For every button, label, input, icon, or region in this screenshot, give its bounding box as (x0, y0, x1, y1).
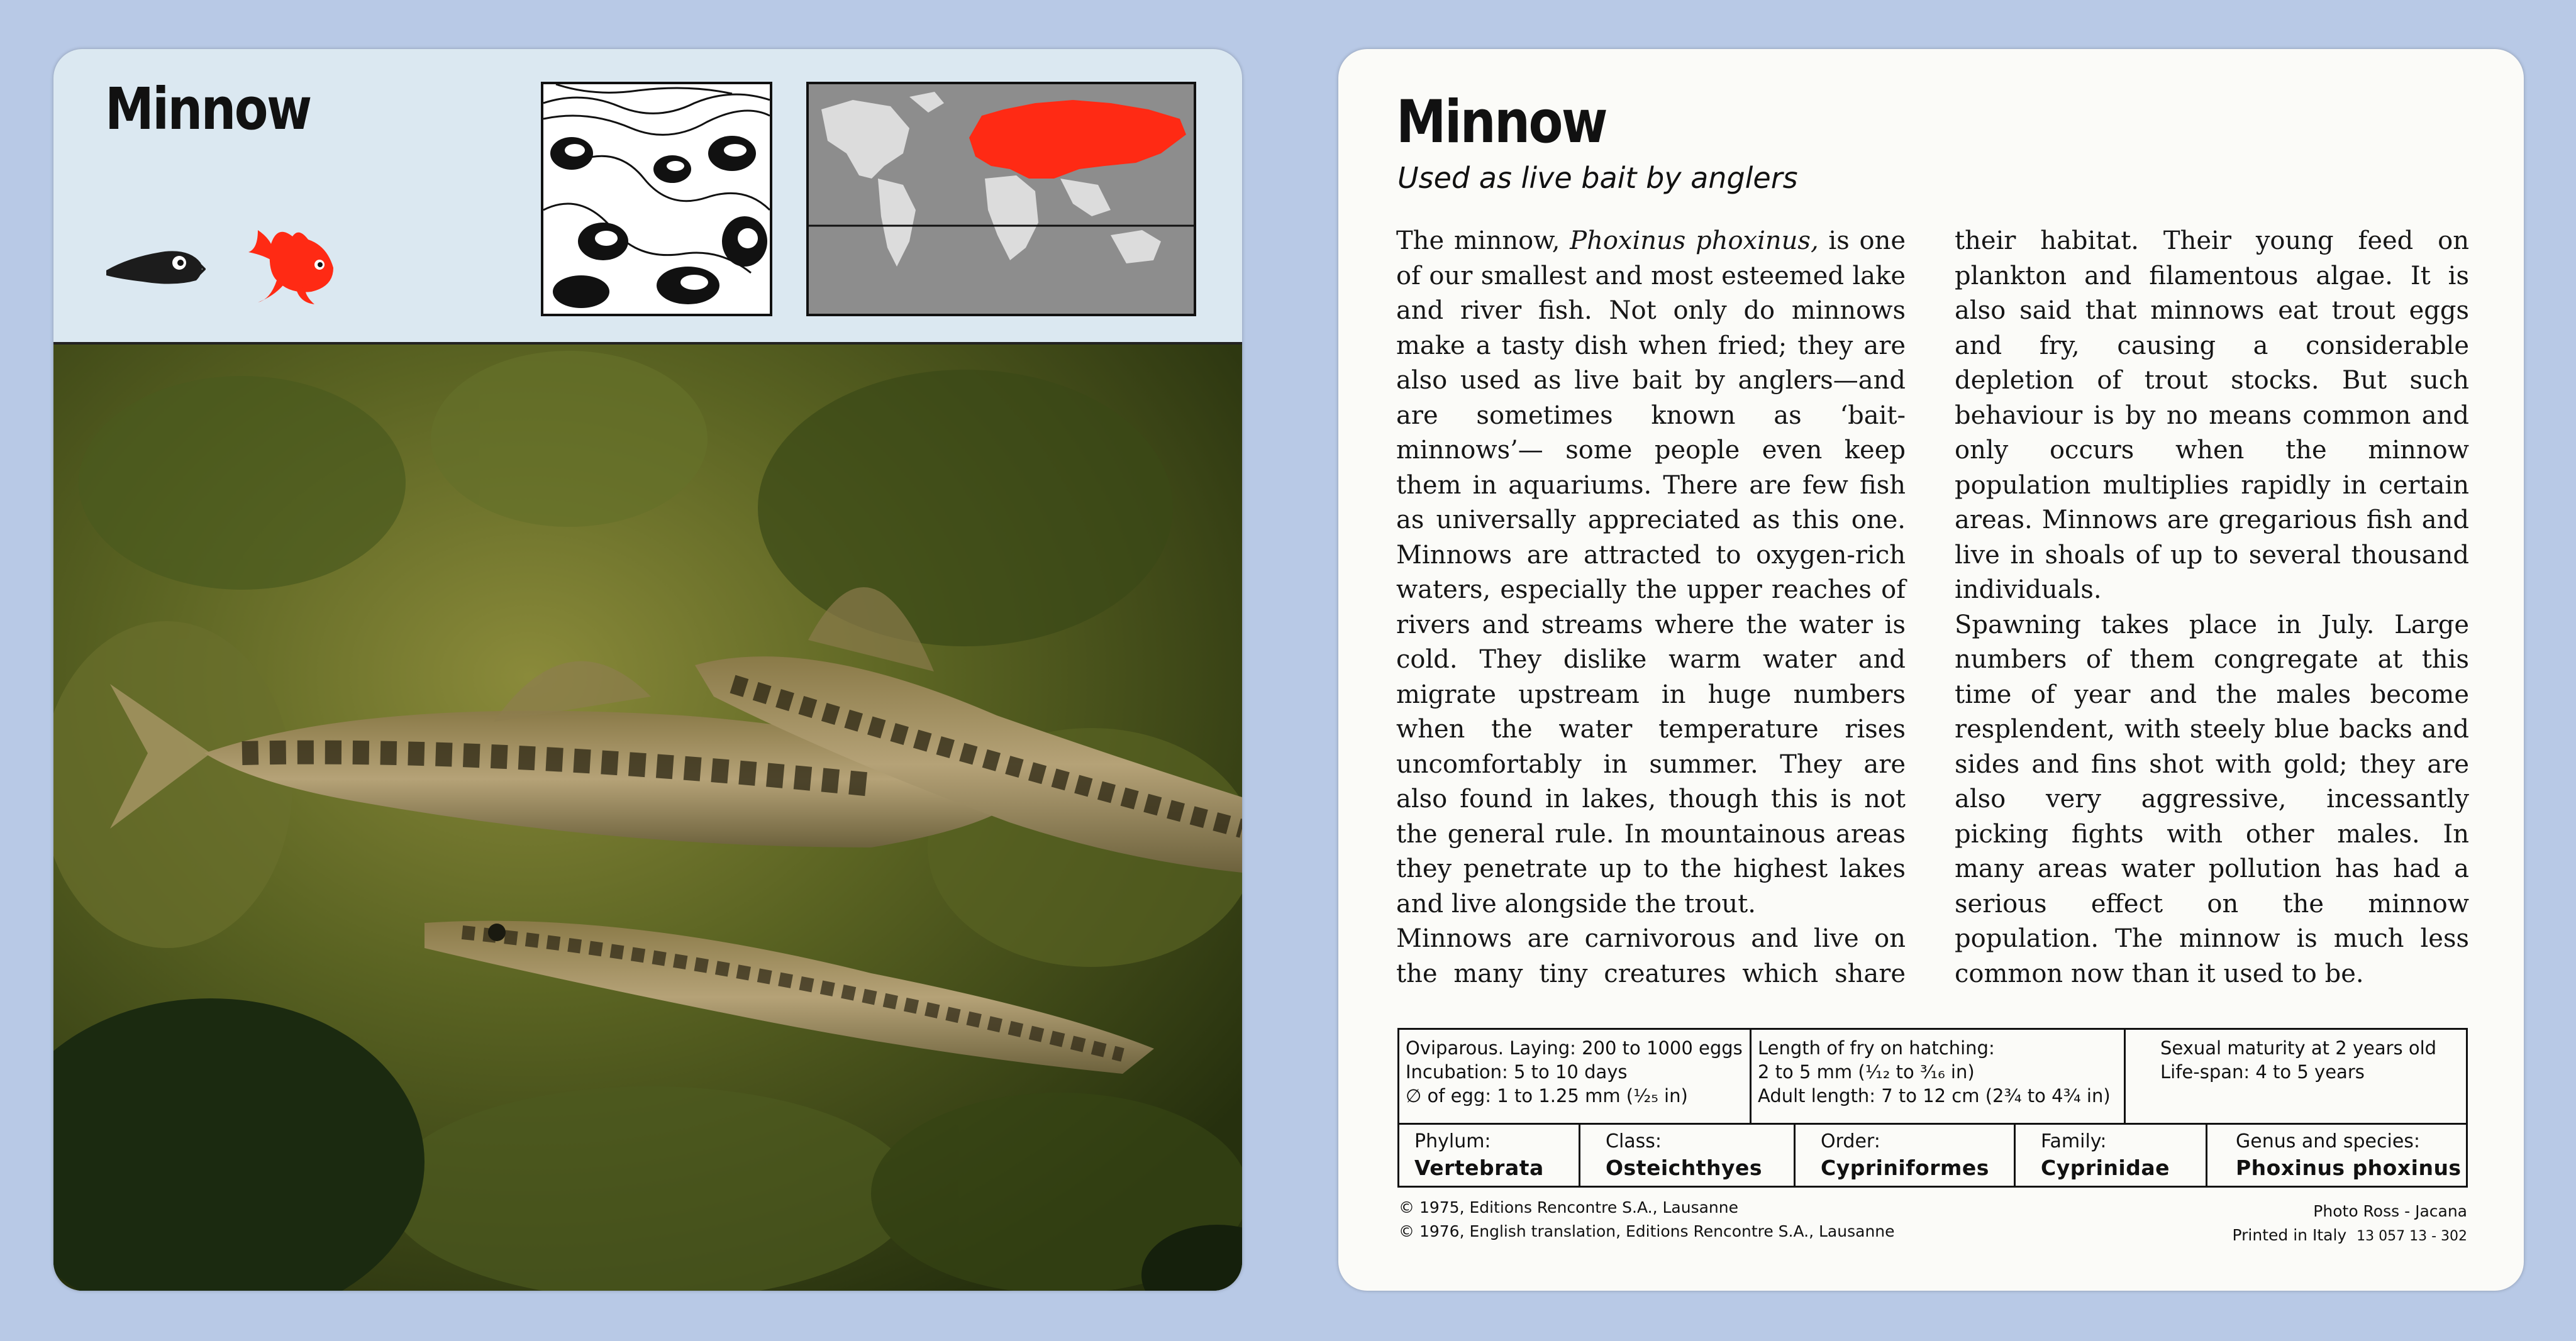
photo-credit: Photo Ross - Jacana (2313, 1202, 2467, 1220)
description-column-right (1955, 224, 2469, 991)
paragraph: Minnows are carnivorous and live on the many tiny creatures which share (1396, 924, 1906, 988)
maturity-cell: Sexual maturity at 2 years old Life-span: 4 to 5 years (2160, 1037, 2437, 1083)
taxonomy-phylum: Phylum: Vertebrata (1399, 1123, 1580, 1188)
card-front (53, 49, 1242, 1291)
scientific-name: Phoxinus phoxinus, (1570, 226, 1819, 255)
copyright-translation: © 1976, English translation, Editions Rencontre S.A., Lausanne (1399, 1222, 1895, 1240)
facts-row-biology (1399, 1030, 2466, 1125)
copyright-original: © 1975, Editions Rencontre S.A., Lausanne (1399, 1198, 1738, 1217)
goldfish-icon (239, 218, 340, 306)
distribution-map (806, 82, 1196, 316)
card-title: Minnow (105, 75, 311, 143)
fry-length-cell: Length of fry on hatching: 2 to 5 mm (¹⁄₁₂ to ³⁄₁₆ in) Adult length: 7 to 12 cm (2¾ to 4¾ in) (1752, 1030, 2126, 1123)
taxonomy-species: Genus and species: Phoxinus phoxinus (2236, 1130, 2462, 1180)
reproduction-cell: Oviparous. Laying: 200 to 1000 eggs Incubation: 5 to 10 days ∅ of egg: 1 to 1.25 mm (¹⁄₂₅ in) (1399, 1030, 1752, 1123)
minnow-photo (53, 342, 1242, 1291)
taxonomy-order: Order: Cypriniformes (1796, 1123, 2016, 1188)
print-info: Printed in Italy 13 057 13 - 302 (2232, 1226, 2467, 1244)
taxonomy-class: Class: Osteichthyes (1580, 1123, 1796, 1188)
card-subtitle: Used as live bait by anglers (1397, 161, 1798, 195)
card-back (1338, 49, 2524, 1291)
facts-table (1397, 1028, 2468, 1188)
fish-head-icon (105, 238, 206, 294)
paragraph: The minnow, Phoxinus phoxinus, is one of our smallest and most esteemed lake and river fish. Not only do minnows make a tasty dish when fried; they are also used as live bait by anglers—and are sometimes known as ‘bait-minnows’— some people even keep them in aquariums. There are few fish as universally appreciated as this one. Minnows are attracted to oxygen-rich waters, especially the upper reaches of rivers and streams where the water is cold. They dislike warm water and migrate upstream in huge numbers when the water temperature rises uncomfortably in summer. They are also found in lakes, though this is not the general rule. In mountainous areas they penetrate up to the highest lakes and live alongside the trout. (1396, 226, 1906, 919)
card-title: Minnow (1396, 88, 1607, 157)
taxonomy-family: Family: Cyprinidae (2016, 1123, 2207, 1188)
facts-row-taxonomy (1399, 1123, 2466, 1188)
description-column-left (1396, 224, 1906, 991)
habitat-drawing (541, 82, 772, 316)
paragraph: Spawning takes place in July. Large numbers of them congregate at this time of year and the males become resplendent, with steely blue backs and sides and fins shot with gold; they are also very aggressive, incessantly picking fights with other males. In many areas water pollution has had a serious effect on the minnow population. The minnow is much less common now than it used to be. (1955, 610, 2469, 988)
paragraph: their habitat. Their young feed on plankton and filamentous algae. It is also said that minnows eat trout eggs and fry, causing a considerable depletion of trout stocks. But such behaviour is by no means common and only occurs when the minnow population multiplies rapidly in certain areas. Minnows are gregarious fish and live in shoals of up to several thousand individuals. (1955, 226, 2469, 604)
